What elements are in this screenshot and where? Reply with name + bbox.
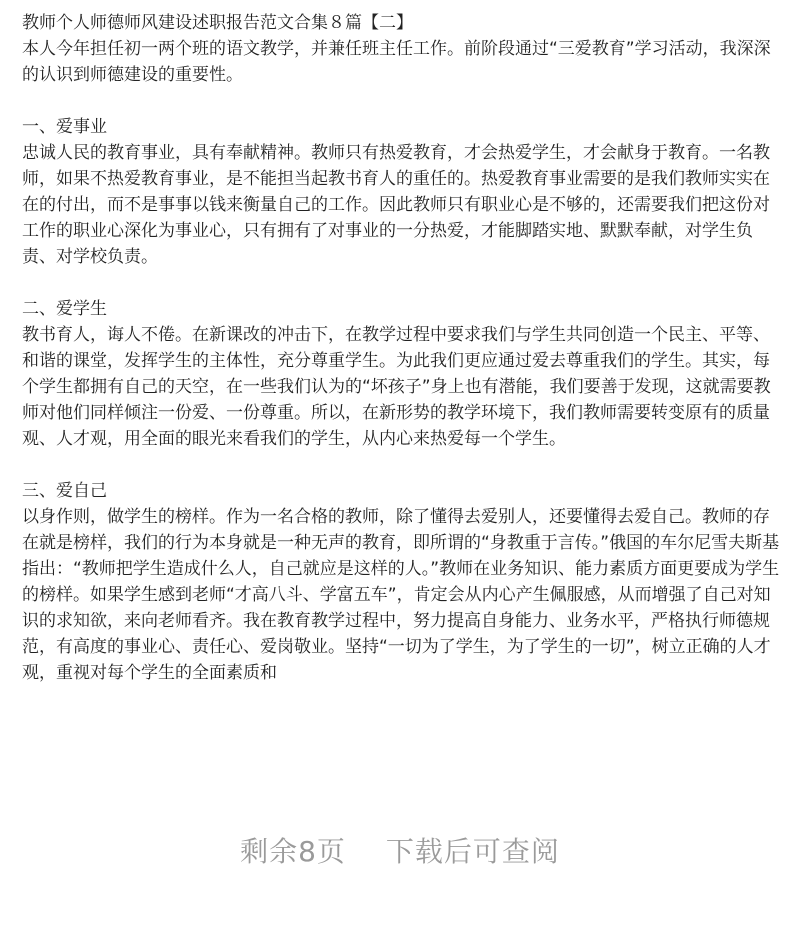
section-heading-career: 一、爱事业: [22, 117, 107, 137]
document: [22, 10, 782, 686]
spacer: [22, 452, 782, 478]
download-to-view-label: 下载后可查阅: [385, 835, 560, 868]
remaining-pages-label: 剩余8页: [240, 835, 346, 868]
spacer: [22, 270, 782, 296]
section-heading-students: 二、爱学生: [22, 299, 107, 319]
intro-paragraph: 本人今年担任初一两个班的语文教学，并兼任班主任工作。前阶段通过“三爱教育”学习活动，我深深的认识到师德建设的重要性。: [22, 39, 771, 85]
section-body-students: 教书育人，诲人不倦。在新课改的冲击下，在教学过程中要求我们与学生共同创造一个民主、平等、和谐的课堂，发挥学生的主体性，充分尊重学生。为此我们更应通过爱去尊重我们的学生。其实，每个学生都拥有自己的天空，在一些我们认为的“坏孩子”身上也有潜能，我们要善于发现，这就需要教师对他们同样倾注一份爱、一份尊重。所以，在新形势的教学环境下，我们教师需要转变原有的质量观、人才观，用全面的眼光来看我们的学生，从内心来热爱每一个学生。: [22, 325, 771, 449]
document-title: 教师个人师德师风建设述职报告范文合集８篇【二】: [22, 13, 413, 33]
download-prompt[interactable]: [0, 830, 800, 874]
section-body-self: 以身作则，做学生的榜样。作为一名合格的教师，除了懂得去爱别人，还要懂得去爱自己。教师的存在就是榜样，我们的行为本身就是一种无声的教育，即所谓的“身教重于言传。”俄国的车尔尼雪夫斯基指出：“教师把学生造成什么人，自己就应是这样的人。”教师在业务知识、能力素质方面更要成为学生的榜样。如果学生感到老师“才高八斗、学富五车”，肯定会从内心产生佩服感，从而增强了自己对知识的求知欲，来向老师看齐。我在教育教学过程中，努力提高自身能力、业务水平，严格执行师德规范，有高度的事业心、责任心、爱岗敬业。坚持“一切为了学生，为了学生的一切”，树立正确的人才观，重视对每个学生的全面素质和: [22, 507, 780, 683]
section-body-career: 忠诚人民的教育事业，具有奉献精神。教师只有热爱教育，才会热爱学生，才会献身于教育。一名教师，如果不热爱教育事业，是不能担当起教书育人的重任的。热爱教育事业需要的是我们教师实实在在的付出，而不是事事以钱来衡量自己的工作。因此教师只有职业心是不够的，还需要我们把这份对工作的职业心深化为事业心，只有拥有了对事业的一分热爱，才能脚踏实地、默默奉献，对学生负责、对学校负责。: [22, 143, 770, 267]
section-heading-self: 三、爱自己: [22, 481, 107, 501]
spacer: [22, 88, 782, 114]
